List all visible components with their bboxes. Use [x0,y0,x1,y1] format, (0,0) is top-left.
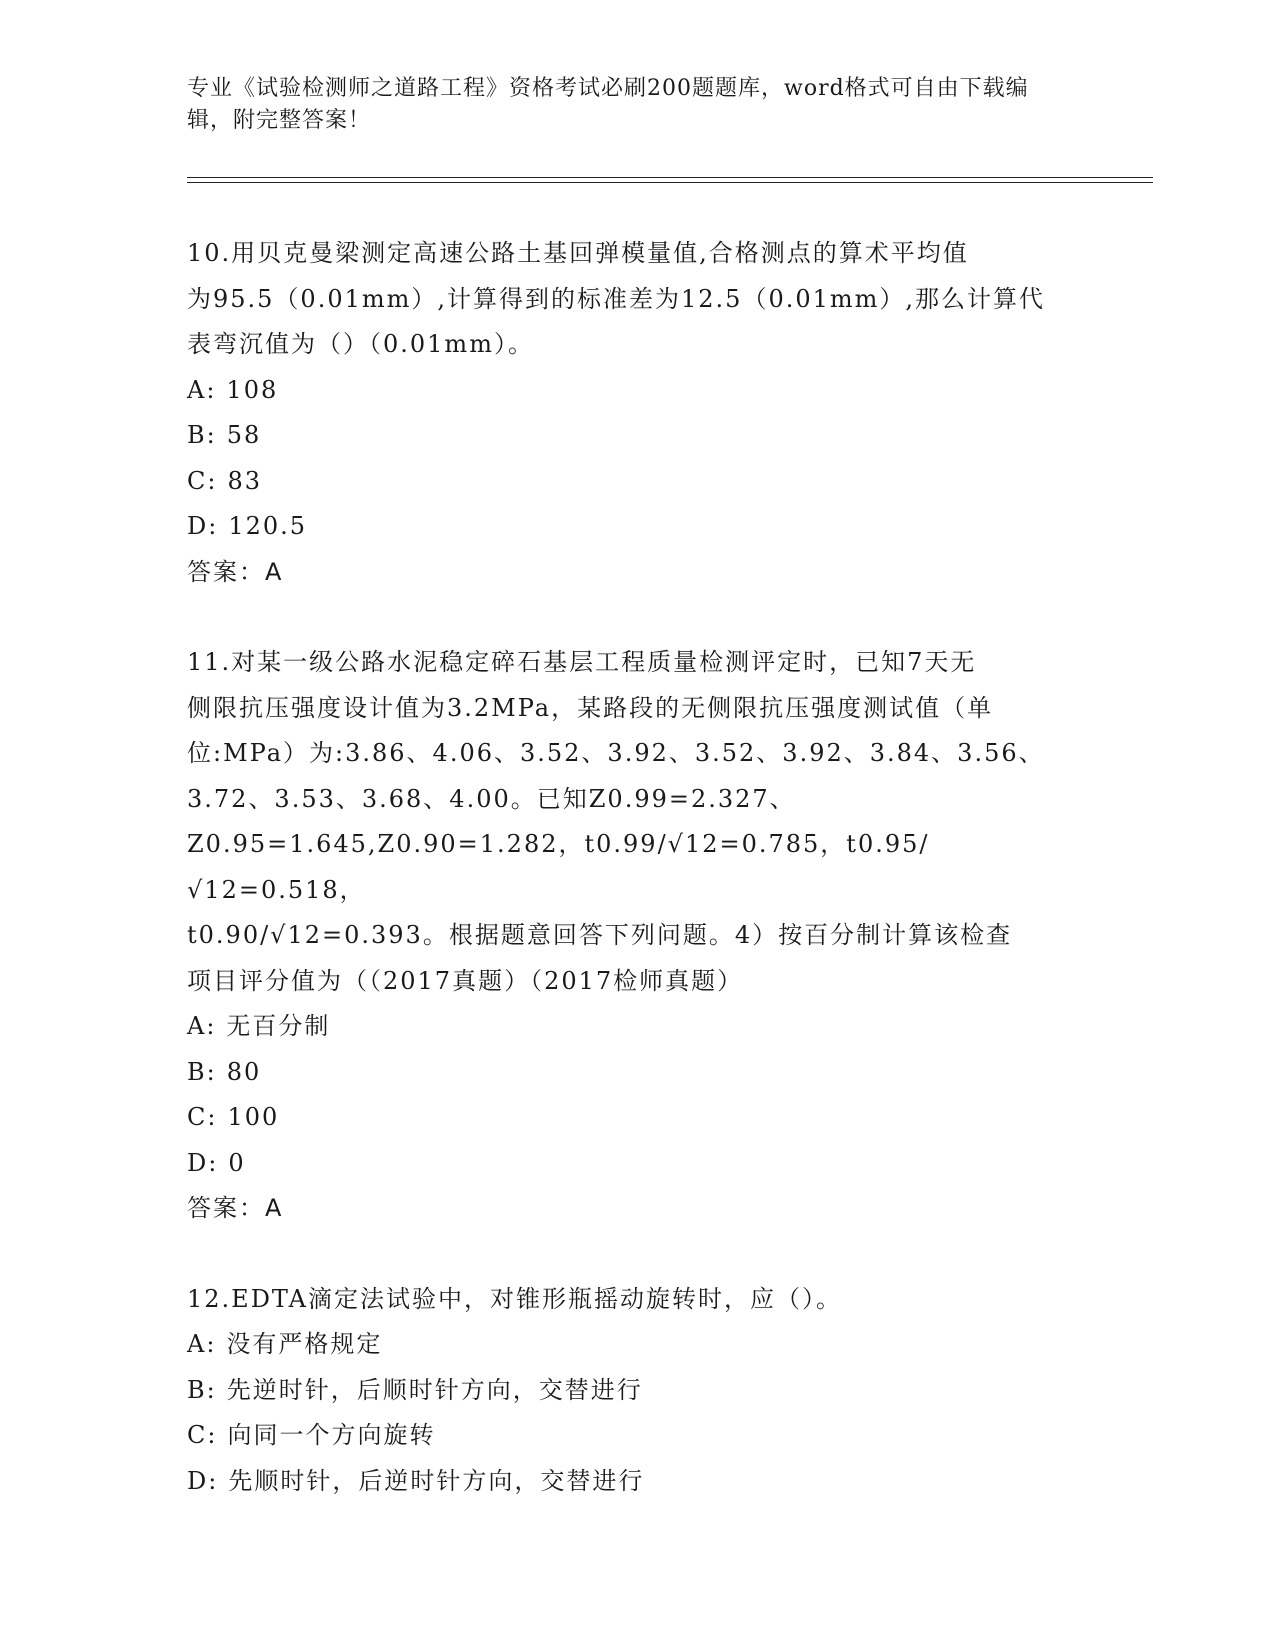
question-text-line: 3.72、3.53、3.68、4.00。已知Z0.99=2.327、 [187,784,796,813]
question-spacer [187,595,1067,640]
option-c [187,1095,1067,1141]
option-a [187,1004,1067,1050]
answer-label: 答案：A [187,1194,284,1222]
question-text-line: t0.90/√12=0.393。根据题意回答下列问题。4）按百分制计算该检查 [187,921,1013,949]
option-text: 没有严格规定 [226,1330,383,1358]
option-c [187,459,1067,505]
question-text-line: 10.用贝克曼梁测定高速公路土基回弹模量值,合格测点的算术平均值 [187,239,969,267]
option-key: D: [187,512,219,540]
question-text-line: 为95.5（0.01mm）,计算得到的标准差为12.5（0.01mm）,那么计算代 [187,284,1046,313]
option-key: A: [187,375,217,404]
option-a [187,1322,1067,1368]
question-11 [187,640,1067,1232]
option-key: B: [187,1057,217,1086]
option-text: 58 [226,421,262,449]
question-12 [187,1277,1067,1505]
option-key: C: [187,466,218,495]
document-header: 专业《试验检测师之道路工程》资格考试必刷200题题库，word格式可自由下载编辑，附完整答案！ [187,76,1029,133]
option-text: 先顺时针，后逆时针方向，交替进行 [228,1466,645,1495]
option-text: 83 [227,466,262,495]
option-text: 先逆时针，后顺时针方向，交替进行 [226,1375,643,1404]
question-text-line: 11.对某一级公路水泥稳定碎石基层工程质量检测评定时，已知7天无 [187,648,977,676]
header-rule-bottom [187,182,1153,183]
option-key: B: [187,1375,217,1404]
question-list [187,231,1067,1504]
option-text: 100 [227,1103,280,1131]
option-text: 120.5 [228,512,308,540]
option-text: 向同一个方向旋转 [227,1421,436,1449]
option-key: B: [187,421,217,449]
header-rule-top [187,177,1153,178]
option-c [187,1413,1067,1459]
option-d [187,504,1067,550]
question-spacer [187,1232,1067,1277]
question-text-line: 项目评分值为（（2017真题）（2017检师真题） [187,966,744,995]
option-key: C: [187,1103,218,1131]
option-d [187,1459,1067,1505]
option-d [187,1141,1067,1187]
question-text-line: Z0.95=1.645,Z0.90=1.282，t0.99/√12=0.785，t0.95/√12=0.518， [187,830,930,904]
option-a [187,368,1067,414]
option-text: 80 [226,1057,262,1086]
option-key: C: [187,1421,218,1449]
option-b [187,413,1067,459]
option-text: 108 [226,375,279,404]
option-b [187,1050,1067,1096]
option-key: A: [187,1330,217,1358]
question-text-line: 位:MPa）为:3.86、4.06、3.52、3.92、3.52、3.92、3.84、3.56、 [187,739,1045,767]
question-10 [187,231,1067,595]
option-key: D: [187,1148,219,1177]
option-text: 无百分制 [226,1012,331,1040]
option-key: A: [187,1012,217,1040]
option-key: D: [187,1466,219,1495]
question-text-line: 12.EDTA滴定法试验中，对锥形瓶摇动旋转时，应（）。 [187,1284,842,1313]
answer-label: 答案：A [187,557,284,586]
option-text: 0 [228,1148,246,1177]
option-b [187,1368,1067,1414]
question-text-line: 表弯沉值为（）（0.01mm）。 [187,330,534,358]
question-text-line: 侧限抗压强度设计值为3.2MPa，某路段的无侧限抗压强度测试值（单 [187,693,994,722]
